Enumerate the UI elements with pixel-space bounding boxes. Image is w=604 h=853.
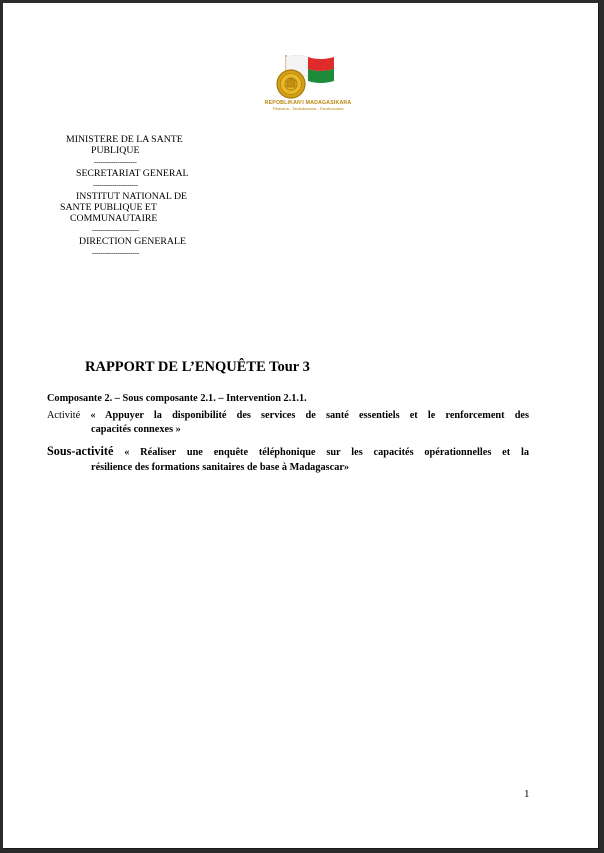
page-number: 1: [524, 788, 530, 800]
direction-generale: DIRECTION GENERALE: [79, 236, 186, 247]
sous-activite-label: Sous-activité: [47, 444, 114, 458]
separator-2: ---------------------: [93, 181, 138, 189]
institute-line3: COMMUNAUTAIRE: [70, 213, 158, 224]
emblem-title: REPOBLIKAN'I MADAGASIKARA: [264, 100, 352, 106]
madagascar-emblem: [246, 51, 368, 113]
secretariat-general: SECRETARIAT GENERAL: [76, 168, 189, 179]
sous-activite-text-line1: « Réaliser une enquête téléphonique sur les capacités opérationnelles et la: [124, 447, 529, 458]
institute-line2: SANTE PUBLIQUE ET: [60, 202, 157, 213]
emblem-motto: Fitiavana - Tanindrazana - Fandrosoana: [272, 106, 344, 111]
activite-text-line1: « Appuyer la disponibilité des services de santé essentiels et le renforcement des: [90, 410, 530, 421]
sous-activite-line2: résilience des formations sanitaires de base à Madagascar»: [91, 462, 350, 473]
document-page: [3, 3, 599, 849]
separator-4: ----------------------: [92, 249, 139, 257]
composante-line: Composante 2. – Sous composante 2.1. – Intervention 2.1.1.: [47, 393, 307, 404]
activite-label: Activité: [47, 410, 81, 421]
activite-line2: capacités connexes »: [91, 424, 181, 435]
institute-line1: INSTITUT NATIONAL DE: [76, 191, 188, 202]
separator-3: ----------------------: [92, 226, 139, 234]
activite-line1: [47, 409, 529, 422]
flag-seal-icon: [246, 51, 368, 101]
separator-1: --------------------: [94, 158, 137, 166]
ministry-line1: MINISTERE DE LA SANTE: [66, 134, 183, 145]
ministry-line2: PUBLIQUE: [91, 145, 140, 156]
report-title: RAPPORT DE L’ENQUÊTE Tour 3: [85, 359, 310, 375]
sous-activite-line1: [47, 445, 529, 459]
